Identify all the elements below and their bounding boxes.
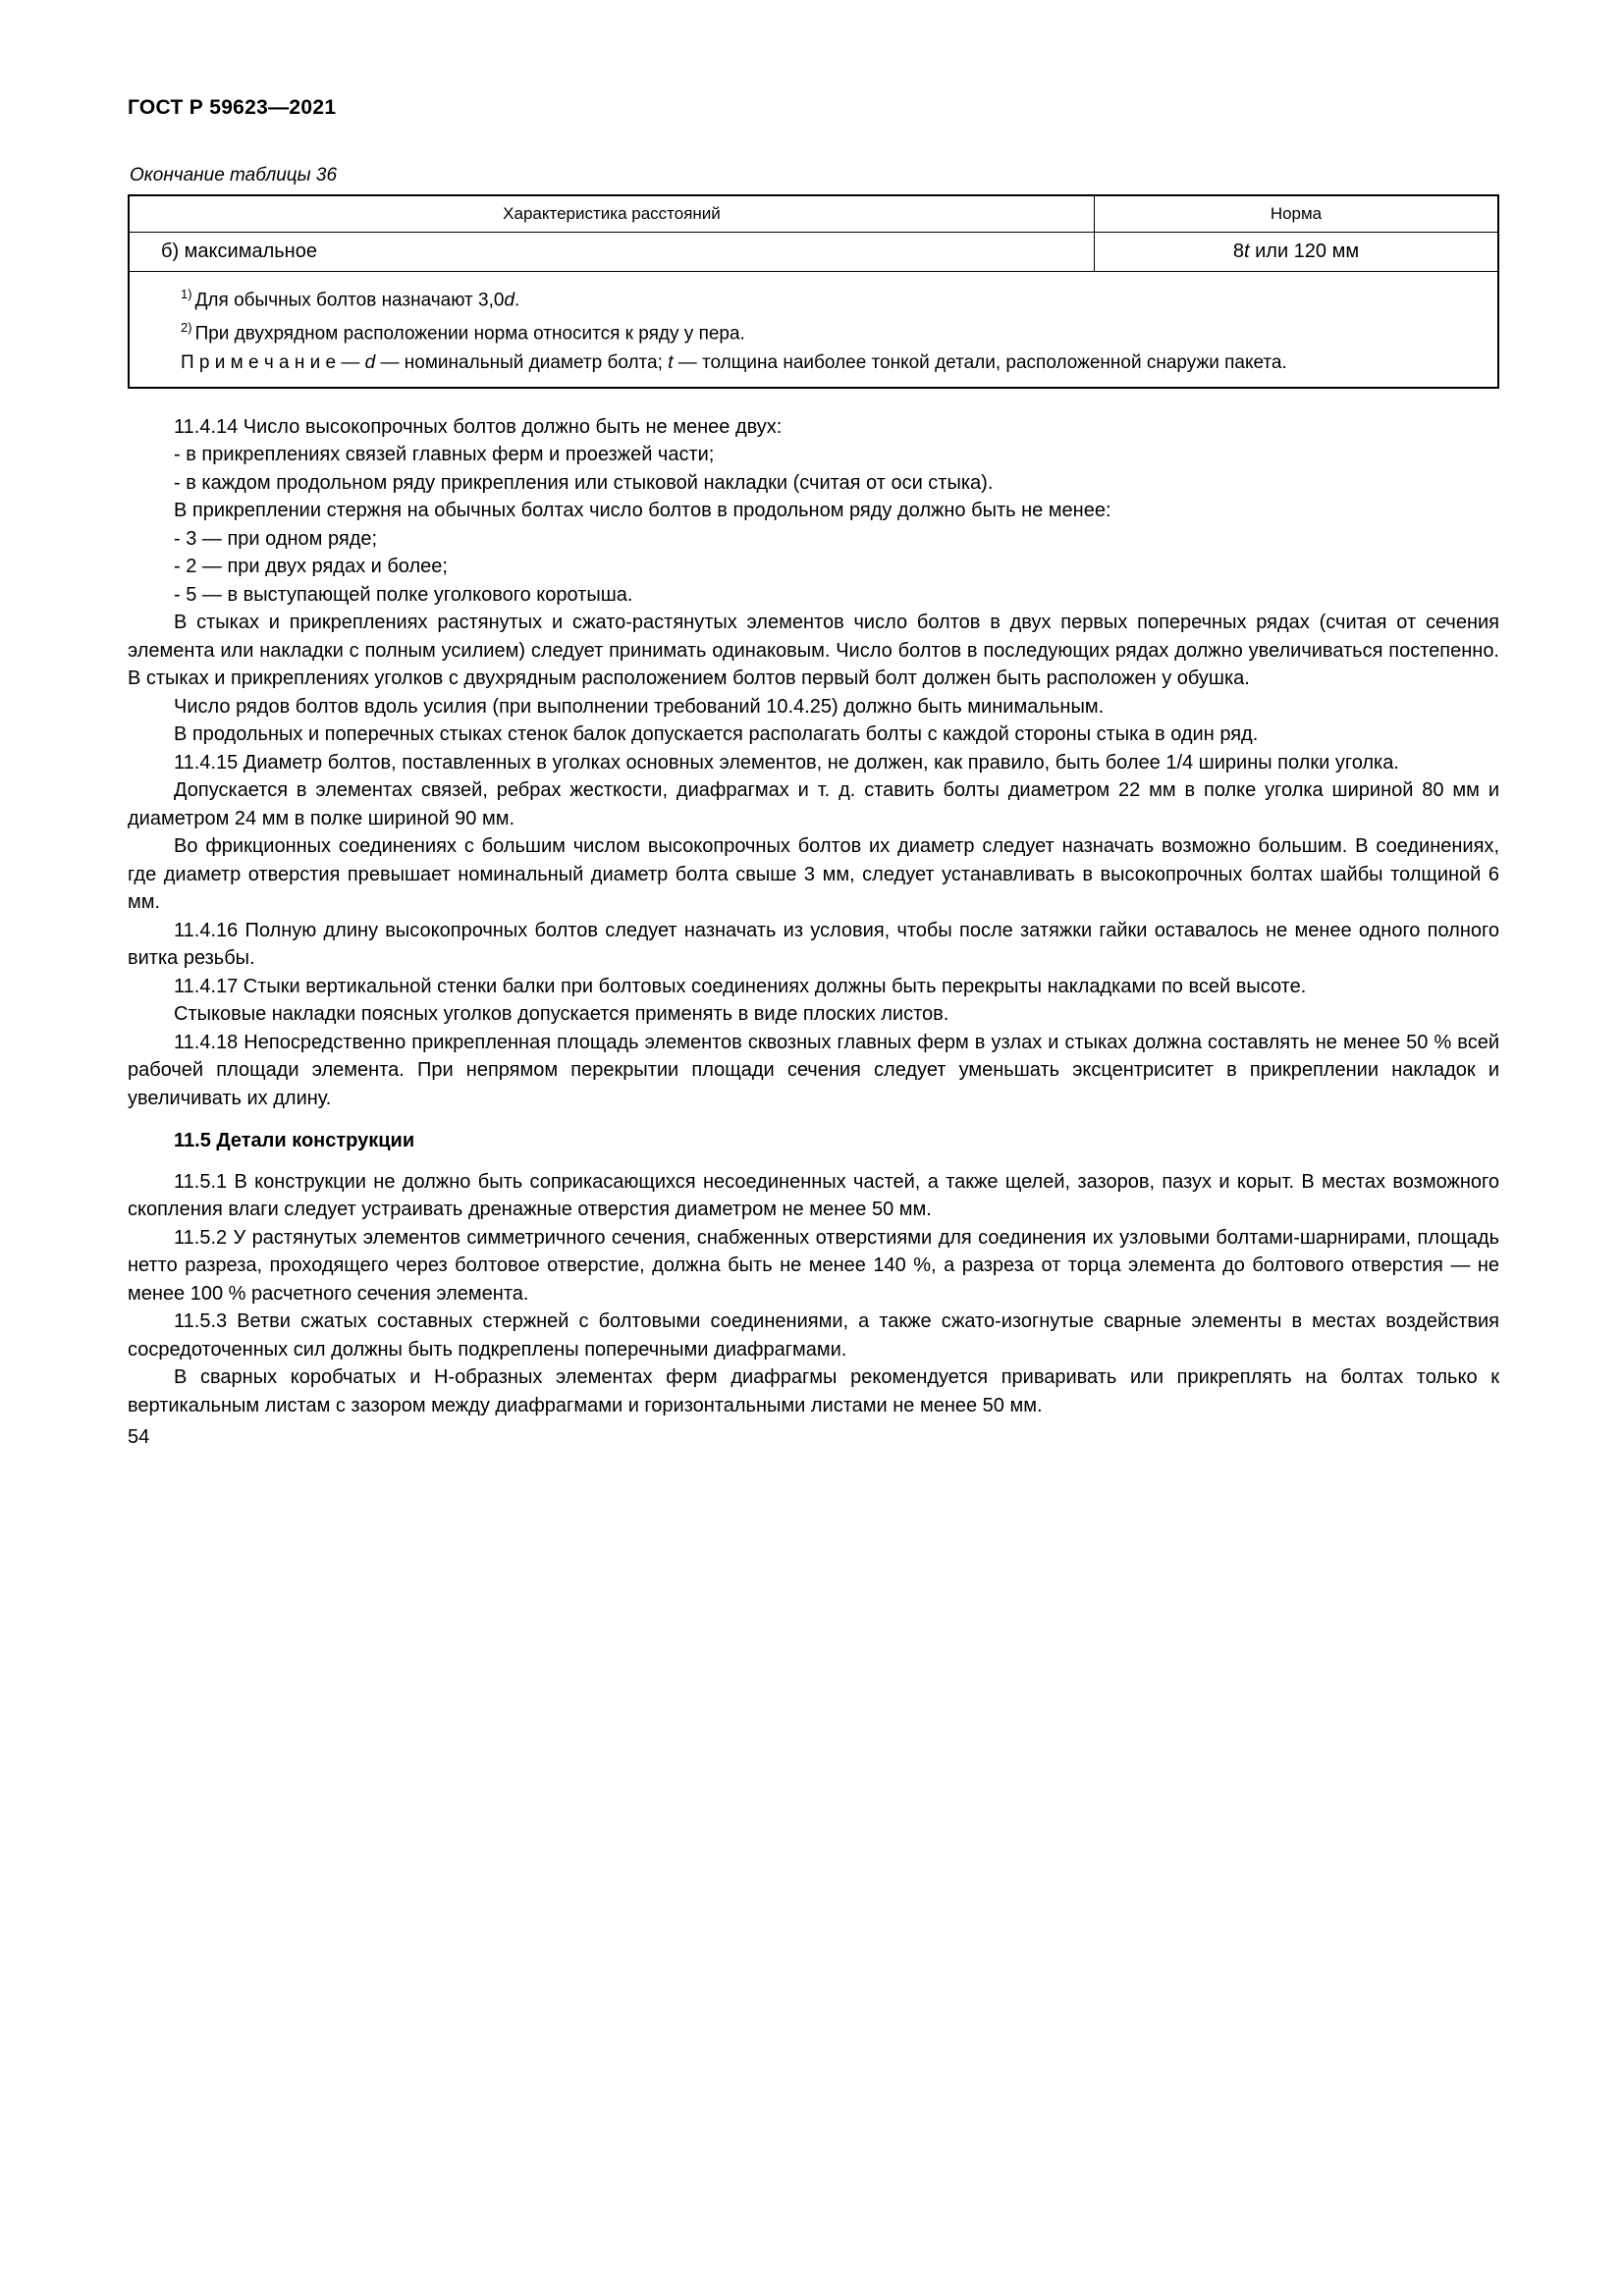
footnote-1 [141,282,1486,312]
section-heading: 11.5 Детали конструкции [174,1130,415,1152]
paragraph: В прикреплении стержня на обычных болтах число болтов в продольном ряду должно быть не менее: [174,500,1111,522]
paragraph: 11.5.2 У растянутых элементов симметричного сечения, снабженных отверстиями для соединения их узловыми болтами-шарнирами, площадь нетто разреза, проходящего через болтовое отверстие, должна быть не менее 140 %, а разреза от торца элемента до болтового отверстия — не менее 100 % расчетного сечения элемента. [128,1226,1499,1305]
table-note: П р и м е ч а н и е — d — номинальный диаметр болта; t — толщина наиболее тонкой детали, расположенной снаружи пакета. [181,351,1287,373]
list-item: - в каждом продольном ряду прикрепления или стыковой накладки (считая от оси стыка). [174,471,994,494]
row-label: б) максимальное [129,233,1094,272]
document-body [128,413,1499,1420]
paragraph: В стыках и прикреплениях растянутых и сжато-растянутых элементов число болтов в двух первых поперечных рядах (считая от сечения элемента или накладки с полным усилием) следует принимать одинаковым. Число болтов в последующих рядах должно увеличиваться постепенно. В стыках и прикреплениях уголков с двухрядным расположением болтов первый болт должен быть расположен у обушка. [128,612,1499,690]
list-item: - в прикреплениях связей главных ферм и проезжей части; [174,444,715,466]
footnote-2-marker: 2) [181,320,192,336]
paragraph: 11.5.1 В конструкции не должно быть соприкасающихся несоединенных частей, а также щелей, зазоров, пазух и корыт. В местах возможного скопления влаги следует устраивать дренажные отверстия диаметром не менее 50 мм. [128,1170,1499,1221]
paragraph: Стыковые накладки поясных уголков допускается применять в виде плоских листов. [174,1003,949,1026]
table-footnote-row [129,272,1498,388]
page-number: 54 [128,1426,150,1449]
footnote-2-text: При двухрядном расположении норма относится к ряду у пера. [194,323,745,345]
paragraph: 11.4.14 Число высокопрочных болтов должно быть не менее двух: [174,415,783,438]
paragraph: 11.4.18 Непосредственно прикрепленная площадь элементов сквозных главных ферм в узлах и стыках должна составлять не менее 50 % всей рабочей площади элемента. При непрямом перекрытии площади сечения следует уменьшать эксцентриситет в прикреплении накладок и увеличивать их длину. [128,1031,1499,1109]
distances-table [128,194,1499,389]
list-item: - 5 — в выступающей полке уголкового коротыша. [174,583,633,606]
paragraph: Во фрикционных соединениях с большим числом высокопрочных болтов их диаметр следует назначать возможно большим. В соединениях, где диаметр отверстия превышает номинальный диаметр болта свыше 3 мм, следует устанавливать в высокопрочных болтах шайбы толщиной 6 мм. [128,835,1499,914]
paragraph: Допускается в элементах связей, ребрах жесткости, диафрагмах и т. д. ставить болты диаметром 22 мм в полке уголка шириной 80 мм и диаметром 24 мм в полке шириной 90 мм. [128,779,1499,829]
footnote-2 [141,315,1486,346]
table-caption: Окончание таблицы 36 [130,165,338,186]
paragraph: В продольных и поперечных стыках стенок балок допускается располагать болты с каждой стороны стыка в один ряд. [174,723,1259,746]
table-header-row [129,195,1498,233]
paragraph: 11.4.15 Диаметр болтов, поставленных в уголках основных элементов, не должен, как правило, быть более 1/4 ширины полки уголка. [174,751,1399,774]
table-row [129,233,1498,272]
list-item: - 2 — при двух рядах и более; [174,556,448,578]
paragraph: 11.5.3 Ветви сжатых составных стержней с болтовыми соединениями, а также сжато-изогнутые сварные элементы в местах воздействия сосредоточенных сил должны быть подкреплены поперечными диафрагмами. [128,1310,1499,1361]
row-value: 8t или 120 мм [1094,233,1498,272]
paragraph: В сварных коробчатых и Н-образных элементах ферм диафрагмы рекомендуется приваривать или прикреплять на болтах только к вертикальным листам с зазором между диафрагмами и горизонтальными листами не менее 50 мм. [128,1366,1499,1416]
paragraph: Число рядов болтов вдоль усилия (при выполнении требований 10.4.25) должно быть минимальным. [174,695,1105,718]
column-header-characteristic: Характеристика расстояний [129,195,1094,233]
footnote-1-text: Для обычных болтов назначают 3,0d. [194,290,520,311]
footnote-1-marker: 1) [181,287,192,301]
column-header-norm: Норма [1094,195,1498,233]
paragraph: 11.4.17 Стыки вертикальной стенки балки при болтовых соединениях должны быть перекрыты накладками по всей высоте. [174,975,1307,997]
document-header: ГОСТ Р 59623—2021 [128,96,337,119]
table-footnote-cell [129,272,1498,388]
paragraph: 11.4.16 Полную длину высокопрочных болтов следует назначать из условия, чтобы после затяжки гайки оставалось не менее одного полного витка резьбы. [128,919,1499,970]
list-item: - 3 — при одном ряде; [174,527,378,550]
